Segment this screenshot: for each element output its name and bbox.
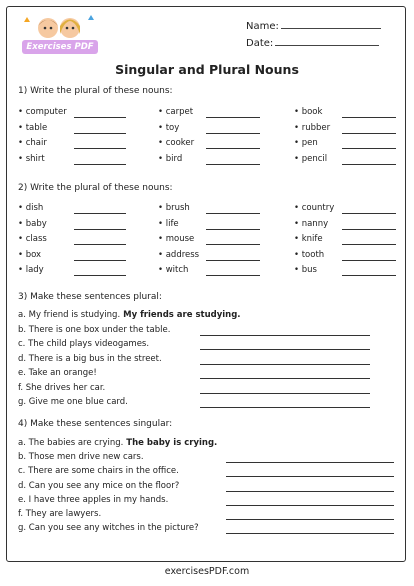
name-line[interactable]: [281, 20, 381, 29]
answer-line[interactable]: [74, 148, 126, 149]
answer-line[interactable]: [342, 229, 396, 230]
noun-item: [294, 107, 322, 117]
noun-item: [158, 203, 190, 213]
answer-line[interactable]: [74, 244, 126, 245]
noun-word: • table: [18, 122, 48, 133]
noun-word: • brush: [158, 203, 190, 213]
answer-line[interactable]: [200, 364, 370, 365]
noun-word: • witch: [158, 265, 189, 275]
noun-item: [158, 219, 179, 229]
answer-line[interactable]: [206, 148, 260, 149]
sentence-text: f. They are lawyers.: [18, 509, 102, 519]
answer-line[interactable]: [342, 275, 396, 276]
noun-word: • cooker: [158, 138, 195, 148]
answer-line[interactable]: [200, 378, 370, 379]
noun-item: [18, 154, 45, 164]
noun-item: [158, 154, 182, 164]
noun-word: • knife: [294, 234, 323, 244]
noun-item: [18, 203, 43, 213]
noun-item: [18, 123, 47, 133]
sentence-text: b. Those men drive new cars.: [18, 452, 144, 463]
answer-line[interactable]: [74, 213, 126, 214]
name-field: [246, 20, 381, 32]
noun-word: • chair: [18, 138, 47, 148]
answer-line[interactable]: [74, 275, 126, 276]
answer-line[interactable]: [206, 229, 260, 230]
answer-line[interactable]: [206, 133, 260, 134]
noun-item: [158, 265, 188, 275]
sentence-text: c. The child plays videogames.: [18, 339, 150, 349]
answer-line[interactable]: [342, 213, 396, 214]
noun-word: • tooth: [294, 249, 325, 260]
answer-line[interactable]: [200, 335, 370, 336]
noun-word: • computer: [18, 107, 67, 117]
noun-word: • life: [158, 218, 179, 229]
answer-line[interactable]: [200, 407, 370, 408]
noun-item: [294, 123, 330, 133]
noun-item: [18, 138, 47, 148]
noun-item: [158, 234, 194, 244]
date-label: Date:: [246, 38, 274, 49]
sentence-item: [18, 509, 101, 519]
sentence-text: g. Can you see any witches in the picture?: [18, 523, 199, 534]
sentence-item: [18, 354, 162, 364]
answer-line[interactable]: [342, 164, 396, 165]
answer-line[interactable]: [74, 164, 126, 165]
sentence-item: [18, 523, 199, 533]
answer-line[interactable]: [200, 349, 370, 350]
answer-line[interactable]: [342, 133, 396, 134]
section4-heading: 4) Make these sentences singular:: [18, 419, 173, 429]
noun-item: [18, 219, 47, 229]
noun-word: • address: [158, 249, 200, 260]
answer-line[interactable]: [74, 117, 126, 118]
noun-word: • carpet: [158, 107, 194, 117]
answer-line[interactable]: [226, 505, 394, 506]
page-title: Singular and Plural Nouns: [115, 62, 299, 77]
date-line[interactable]: [275, 37, 379, 46]
noun-word: • pen: [294, 138, 318, 148]
sentence-text: f. She drives her car.: [18, 382, 106, 393]
sentence-text: g. Give me one blue card.: [18, 397, 128, 407]
logo: [18, 14, 102, 60]
noun-item: [294, 138, 318, 148]
answer-line[interactable]: [226, 462, 394, 463]
sentence-item: [18, 310, 241, 320]
sentence-text: c. There are some chairs in the office.: [18, 466, 179, 477]
section1-heading: 1) Write the plural of these nouns:: [18, 86, 173, 96]
answer-line[interactable]: [206, 164, 260, 165]
example-answer: The baby is crying.: [123, 438, 218, 448]
answer-line[interactable]: [74, 133, 126, 134]
noun-item: [294, 203, 334, 213]
answer-line[interactable]: [74, 260, 126, 261]
noun-item: [294, 250, 324, 260]
answer-line[interactable]: [226, 533, 394, 534]
answer-line[interactable]: [342, 244, 396, 245]
answer-line[interactable]: [226, 491, 394, 492]
answer-line[interactable]: [206, 117, 260, 118]
sentence-item: [18, 368, 97, 378]
sentence-item: [18, 339, 149, 349]
noun-item: [294, 234, 323, 244]
noun-word: • dish: [18, 203, 44, 213]
noun-word: • mouse: [158, 234, 195, 244]
sentence-text: a. The babies are crying.: [18, 438, 124, 448]
sentence-text: d. There is a big bus in the street.: [18, 353, 162, 364]
noun-item: [294, 219, 328, 229]
example-answer: My friends are studying.: [120, 310, 241, 320]
footer-link[interactable]: exercisesPDF.com: [164, 566, 250, 577]
noun-word: • book: [294, 107, 323, 117]
date-field: [246, 37, 379, 49]
noun-item: [158, 123, 179, 133]
answer-line[interactable]: [226, 476, 394, 477]
sentence-item: [18, 383, 105, 393]
sentence-item: [18, 452, 144, 462]
noun-word: • bus: [294, 265, 317, 275]
answer-line[interactable]: [206, 213, 260, 214]
noun-word: • class: [18, 234, 47, 244]
logo-text: Exercises PDF: [22, 40, 98, 54]
sentence-text: e. I have three apples in my hands.: [18, 494, 169, 505]
answer-line[interactable]: [206, 260, 260, 261]
answer-line[interactable]: [206, 244, 260, 245]
sentence-item: [18, 325, 170, 335]
noun-word: • lady: [18, 265, 44, 275]
sentence-text: d. Can you see any mice on the floor?: [18, 480, 180, 491]
sentence-text: a. My friend is studying.: [18, 310, 121, 320]
noun-word: • rubber: [294, 122, 331, 133]
section2-heading: 2) Write the plural of these nouns:: [18, 183, 173, 193]
sentence-text: e. Take an orange!: [18, 368, 97, 378]
noun-word: • baby: [18, 218, 47, 229]
sentence-item: [18, 481, 179, 491]
noun-item: [158, 250, 199, 260]
answer-line[interactable]: [200, 393, 370, 394]
noun-word: • country: [294, 203, 335, 213]
noun-item: [158, 107, 193, 117]
sentence-item: [18, 438, 217, 448]
noun-word: • box: [18, 249, 42, 260]
answer-line[interactable]: [74, 229, 126, 230]
sentence-text: b. There is one box under the table.: [18, 324, 171, 335]
noun-item: [18, 234, 47, 244]
noun-word: • bird: [158, 153, 183, 164]
answer-line[interactable]: [342, 117, 396, 118]
section3-heading: 3) Make these sentences plural:: [18, 292, 162, 302]
noun-item: [294, 154, 327, 164]
name-label: Name:: [246, 21, 279, 32]
answer-line[interactable]: [206, 275, 260, 276]
sentence-item: [18, 466, 179, 476]
noun-word: • shirt: [18, 153, 45, 164]
noun-item: [18, 265, 44, 275]
sentence-item: [18, 495, 168, 505]
noun-item: [18, 250, 41, 260]
noun-word: • pencil: [294, 153, 328, 164]
noun-item: [294, 265, 317, 275]
answer-line[interactable]: [342, 260, 396, 261]
noun-word: • toy: [158, 122, 180, 133]
noun-item: [158, 138, 194, 148]
noun-word: • nanny: [294, 218, 329, 229]
sentence-item: [18, 397, 128, 407]
answer-line[interactable]: [342, 148, 396, 149]
answer-line[interactable]: [226, 519, 394, 520]
noun-item: [18, 107, 67, 117]
